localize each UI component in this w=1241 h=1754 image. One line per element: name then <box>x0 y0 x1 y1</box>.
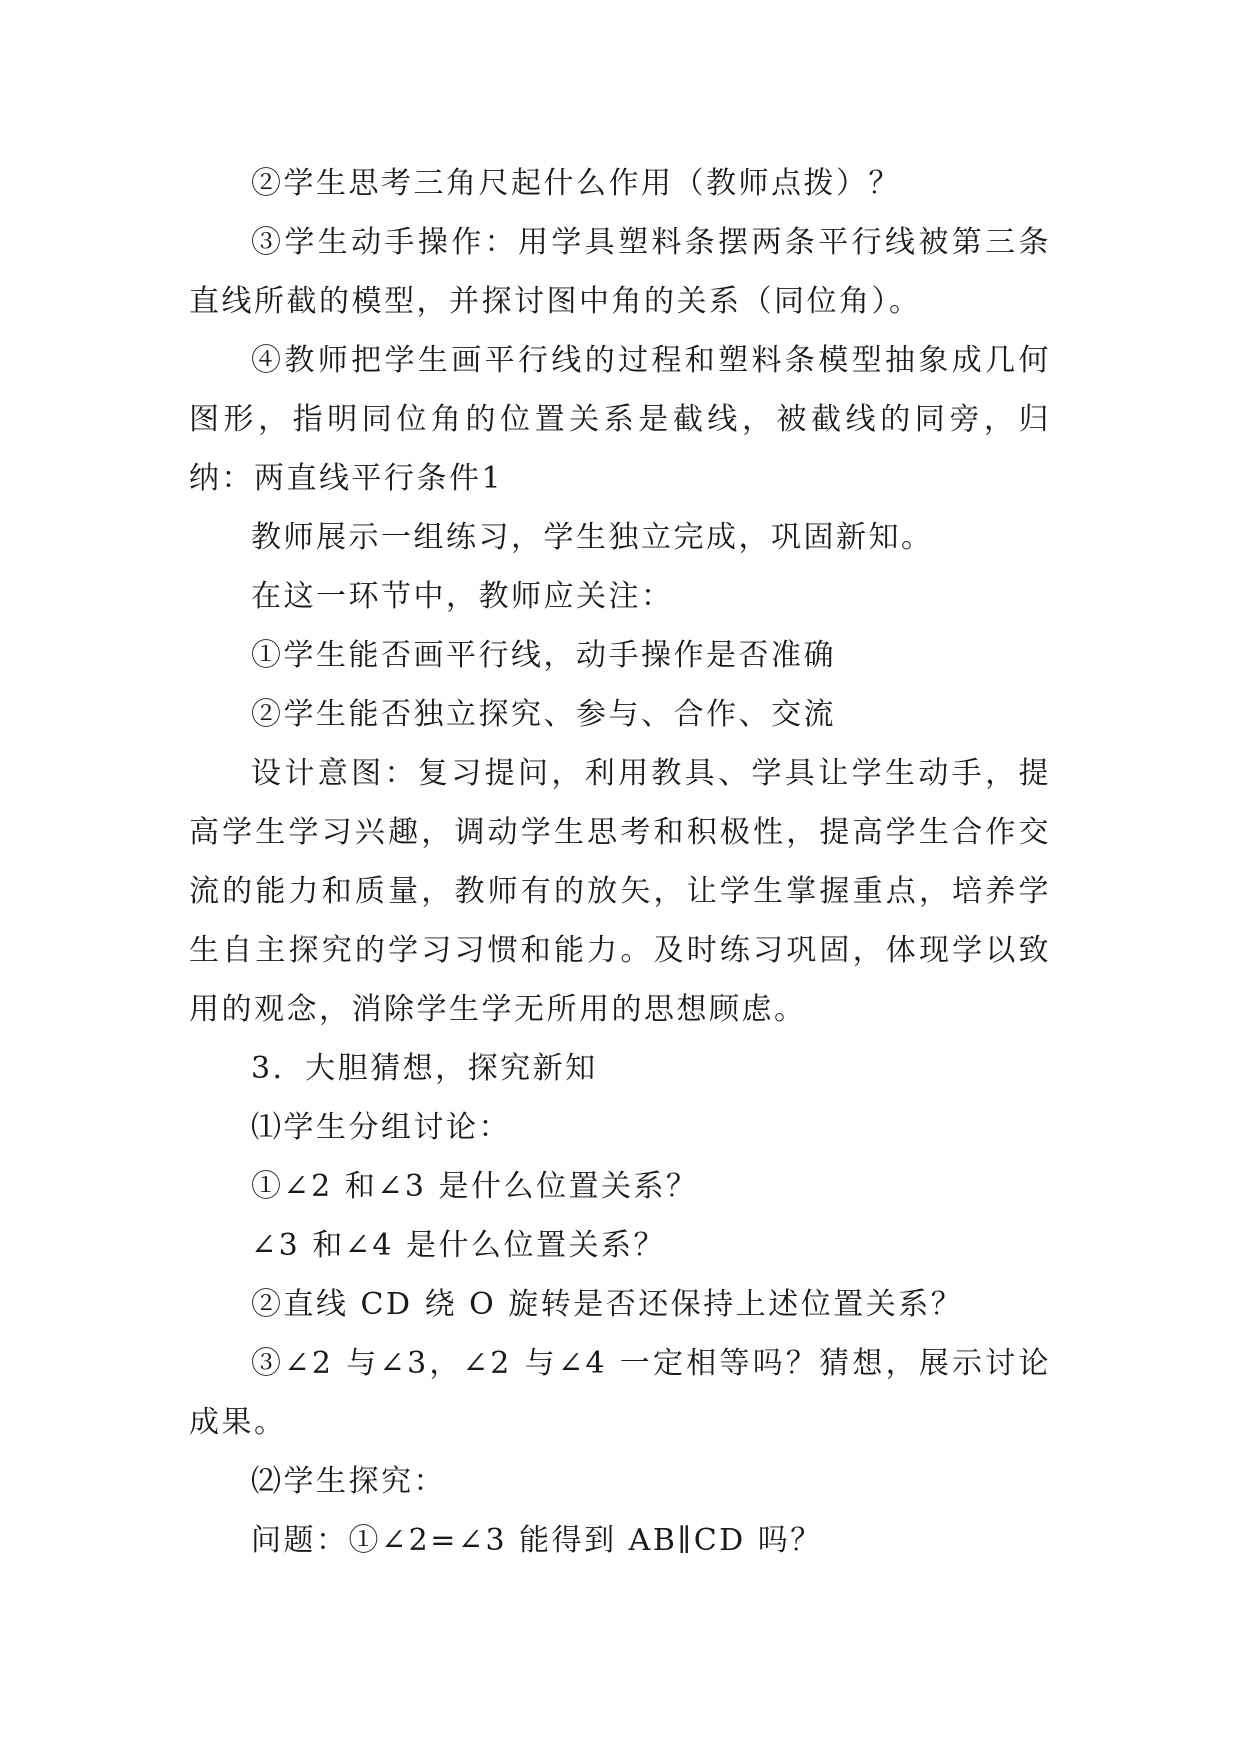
paragraph: ②学生能否独立探究、参与、合作、交流 <box>251 697 836 732</box>
paragraph: ⑵学生探究： <box>251 1464 446 1499</box>
paragraph: ④教师把学生画平行线的过程和塑料条模型抽象成几何图形，指明同位角的位置关系是截线，被截线的同旁，归纳：两直线平行条件1 <box>189 343 1051 496</box>
paragraph: ①∠2 和∠3 是什么位置关系？ <box>251 1169 699 1204</box>
paragraph: ∠3 和∠4 是什么位置关系？ <box>251 1228 667 1263</box>
paragraph: ⑴学生分组讨论： <box>251 1110 511 1145</box>
paragraph: 教师展示一组练习，学生独立完成，巩固新知。 <box>251 520 934 555</box>
paragraph: 在这一环节中，教师应关注： <box>251 579 674 614</box>
paragraph: ③∠2 与∠3，∠2 与∠4 一定相等吗？猜想，展示讨论成果。 <box>189 1346 1051 1440</box>
paragraph: 设计意图：复习提问，利用教具、学具让学生动手，提高学生学习兴趣，调动学生思考和积极性，提高学生合作交流的能力和质量，教师有的放矢，让学生掌握重点，培养学生自主探究的学习习惯和能力。及时练习巩固，体现学以致用的观念，消除学生学无所用的思想顾虑。 <box>189 756 1051 1027</box>
paragraph: ②学生思考三角尺起什么作用（教师点拨）？ <box>251 166 901 201</box>
paragraph: ①学生能否画平行线，动手操作是否准确 <box>251 638 836 673</box>
paragraph: 问题：①∠2=∠3 能得到 AB∥CD 吗？ <box>251 1523 823 1558</box>
section-heading: 3．大胆猜想，探究新知 <box>251 1051 598 1086</box>
paragraph: ②直线 CD 绕 O 旋转是否还保持上述位置关系？ <box>251 1287 964 1322</box>
document-body <box>189 154 1051 1570</box>
paragraph: ③学生动手操作：用学具塑料条摆两条平行线被第三条直线所截的模型，并探讨图中角的关系（同位角）。 <box>189 225 1051 319</box>
